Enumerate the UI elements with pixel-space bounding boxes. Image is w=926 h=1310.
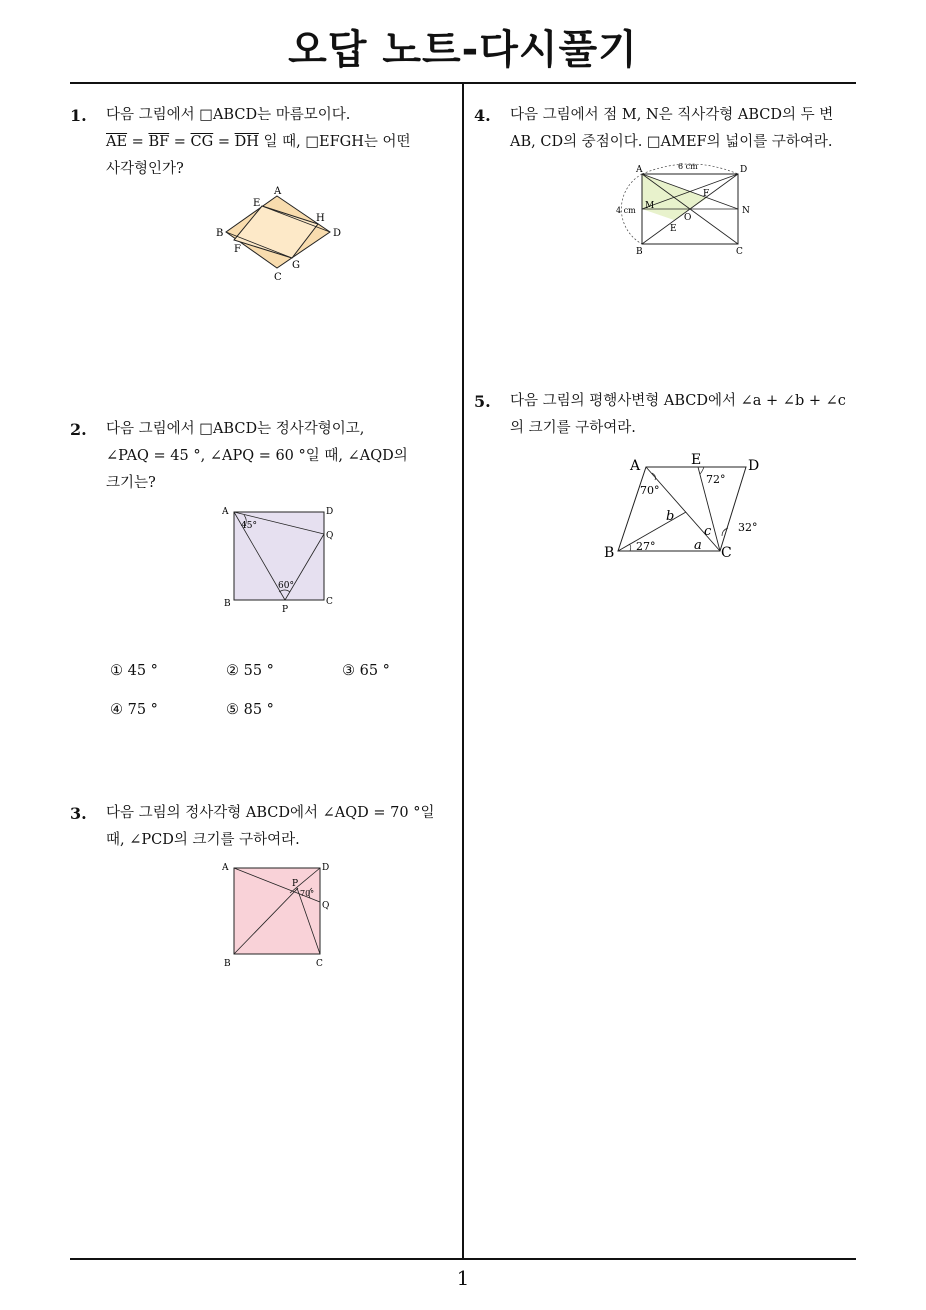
label-e: E bbox=[691, 452, 702, 468]
label-a: A bbox=[222, 863, 229, 873]
problem-text bbox=[510, 102, 833, 156]
label-f: F bbox=[234, 244, 241, 255]
problem-line: 때, ∠PCD의 크기를 구하여라. bbox=[106, 832, 300, 848]
choice-2[interactable]: ② 55 ° bbox=[226, 663, 274, 679]
label-d: D bbox=[322, 863, 330, 873]
angle-27: 27° bbox=[636, 540, 656, 553]
width-label: 6 cm bbox=[678, 162, 698, 171]
problem-number: 1. bbox=[70, 106, 87, 125]
segment-ae: $\overline{AE}$ bbox=[106, 134, 128, 150]
problem-3 bbox=[70, 800, 450, 990]
label-c: C bbox=[721, 545, 732, 561]
label-p: P bbox=[292, 879, 299, 889]
page-number: 1 bbox=[456, 1266, 470, 1290]
label-d: D bbox=[740, 165, 748, 175]
rectangle-figure bbox=[614, 160, 764, 262]
square-figure bbox=[222, 858, 342, 972]
label-c: C bbox=[274, 272, 282, 283]
label-a: A bbox=[222, 507, 229, 517]
label-d: D bbox=[326, 507, 334, 517]
label-b: B bbox=[604, 545, 615, 561]
equals-sign: = bbox=[213, 134, 235, 150]
label-c: C bbox=[326, 597, 333, 607]
equals-sign: = bbox=[127, 134, 149, 150]
parallelogram-figure bbox=[600, 450, 800, 564]
angle-var-b: b bbox=[666, 509, 675, 524]
problem-number: 2. bbox=[70, 420, 87, 439]
problem-line: ∠PAQ = 45 °, ∠APQ = 60 °일 때, ∠AQD의 bbox=[106, 448, 408, 464]
problem-line: 다음 그림에서 점 M, N은 직사각형 ABCD의 두 변 bbox=[510, 107, 834, 123]
angle-var-a: a bbox=[694, 538, 702, 553]
label-e: E bbox=[253, 198, 261, 209]
bottom-rule bbox=[70, 1258, 856, 1260]
label-b: B bbox=[224, 959, 231, 969]
label-e: E bbox=[670, 224, 677, 234]
problem-line: 다음 그림의 정사각형 ABCD에서 ∠AQD = 70 °일 bbox=[106, 805, 435, 821]
problem-line: AB, CD의 중점이다. □AMEF의 넓이를 구하여라. bbox=[510, 134, 833, 150]
label-p: P bbox=[282, 605, 289, 614]
label-b: B bbox=[216, 228, 224, 239]
label-b: B bbox=[224, 599, 231, 609]
problem-text bbox=[106, 102, 411, 183]
label-a: A bbox=[630, 458, 641, 474]
problem-number: 3. bbox=[70, 804, 87, 823]
choice-3[interactable]: ③ 65 ° bbox=[342, 663, 390, 679]
segment-cg: $\overline{CG}$ bbox=[190, 134, 214, 150]
label-c: C bbox=[736, 247, 743, 257]
problem-line-tail: 일 때, □EFGH는 어떤 bbox=[258, 134, 411, 150]
answer-choices bbox=[110, 658, 450, 718]
angle-label: 60° bbox=[278, 581, 294, 591]
choice-1[interactable]: ① 45 ° bbox=[110, 663, 158, 679]
label-q: Q bbox=[326, 531, 334, 541]
segment-dh: $\overline{DH}$ bbox=[234, 134, 259, 150]
angle-label: 45° bbox=[241, 521, 257, 531]
rhombus-figure bbox=[214, 186, 354, 286]
page-title: 오답 노트-다시풀기 bbox=[288, 27, 638, 73]
label-d: D bbox=[333, 228, 342, 239]
problem-line: 다음 그림에서 □ABCD는 마름모이다. bbox=[106, 107, 351, 123]
problem-text bbox=[510, 388, 846, 442]
problem-text bbox=[106, 800, 434, 854]
problem-line bbox=[106, 129, 411, 156]
label-h: H bbox=[316, 213, 325, 224]
angle-70: 70° bbox=[640, 484, 660, 497]
column-divider bbox=[462, 84, 464, 1258]
problem-line: 다음 그림에서 □ABCD는 정사각형이고, bbox=[106, 421, 365, 437]
problem-number: 4. bbox=[474, 106, 491, 125]
problem-4 bbox=[474, 102, 864, 272]
problem-line: 크기는? bbox=[106, 475, 156, 491]
label-a: A bbox=[274, 186, 282, 197]
label-q: Q bbox=[322, 901, 330, 911]
equals-sign: = bbox=[169, 134, 191, 150]
height-label: 4 cm bbox=[616, 206, 636, 215]
angle-var-c: c bbox=[704, 524, 712, 539]
problem-line: 의 크기를 구하여라. bbox=[510, 420, 636, 436]
label-n: N bbox=[742, 206, 750, 216]
label-g: G bbox=[292, 260, 300, 271]
label-m: M bbox=[645, 201, 655, 211]
problem-text bbox=[106, 416, 408, 497]
problem-line: 다음 그림의 평행사변형 ABCD에서 ∠a + ∠b + ∠c bbox=[510, 393, 846, 409]
choice-5[interactable]: ⑤ 85 ° bbox=[226, 702, 274, 718]
problem-5 bbox=[474, 388, 864, 578]
angle-label: 70° bbox=[300, 889, 315, 898]
problem-1 bbox=[70, 102, 450, 402]
problem-number: 5. bbox=[474, 392, 491, 411]
segment-bf: $\overline{BF}$ bbox=[148, 134, 170, 150]
label-o: O bbox=[684, 213, 692, 223]
choice-4[interactable]: ④ 75 ° bbox=[110, 702, 158, 718]
angle-72: 72° bbox=[706, 473, 726, 486]
label-c: C bbox=[316, 959, 323, 969]
label-f: F bbox=[703, 189, 710, 199]
square-figure bbox=[222, 502, 342, 614]
angle-32: 32° bbox=[738, 521, 758, 534]
label-b: B bbox=[636, 247, 643, 257]
problem-line: 사각형인가? bbox=[106, 161, 184, 177]
label-d: D bbox=[748, 458, 760, 474]
label-a: A bbox=[636, 165, 643, 175]
problem-2 bbox=[70, 416, 450, 736]
